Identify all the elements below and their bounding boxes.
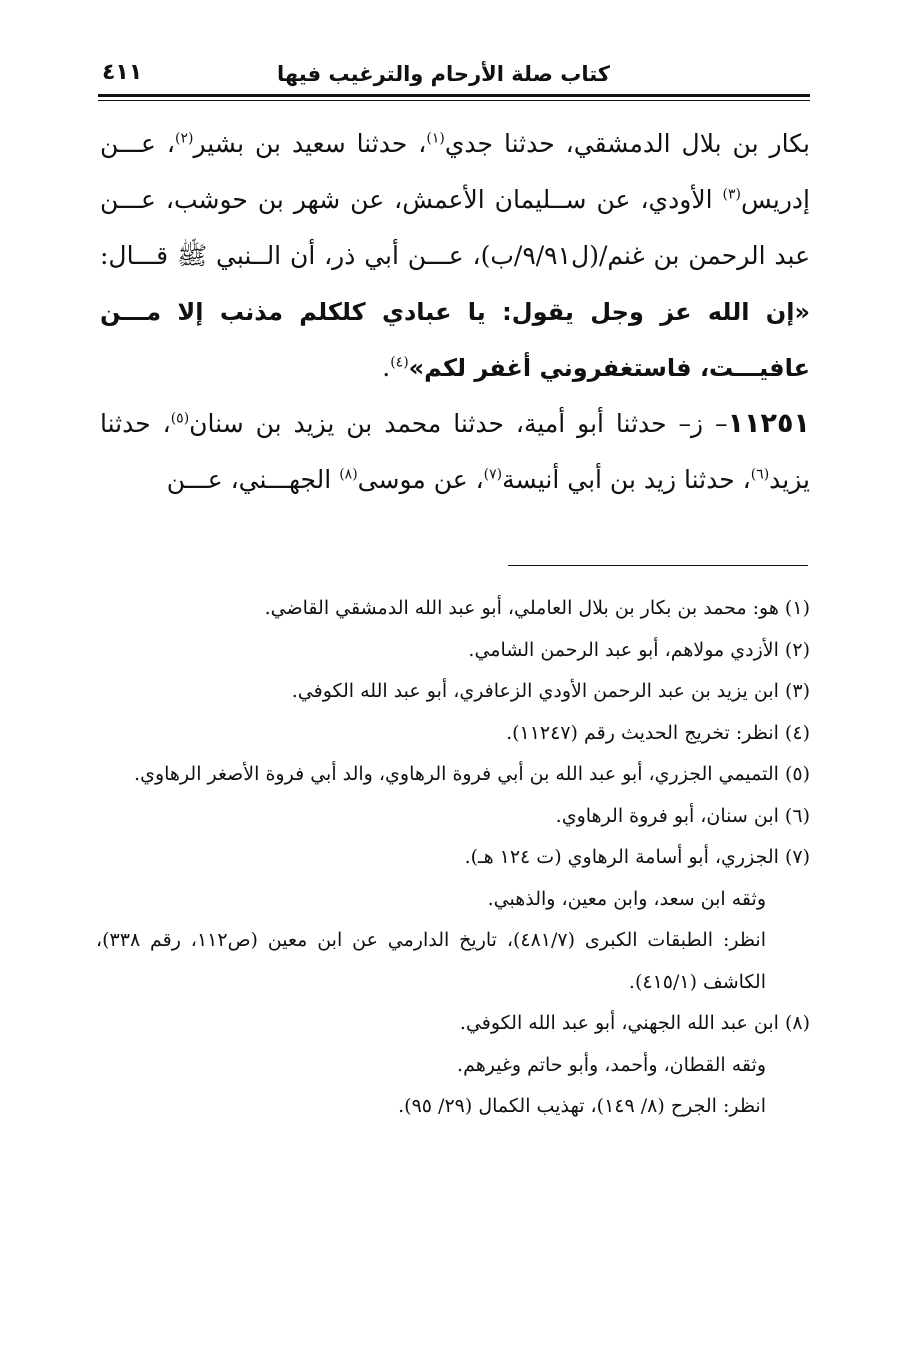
footnote-8-reliability: وثقه القطان، وأحمد، وأبو حاتم وغيرهم. bbox=[457, 1053, 766, 1076]
footnote-ref: (١) bbox=[426, 130, 445, 147]
paragraph-hadith-11251: ١١٢٥١– ز– حدثنا أبو أمية، حدثنا محمد بن يزيد بن سنان$^{(٥)}$، حدثنا يزيد$^{(٦)}$، حدثنا زيد بن أبي أنيسة$^{(٧)}$، عن موسى$^{(٨)}$ الجهـــني، عـــن bbox=[100, 408, 810, 494]
footnote-6: (٦) ابن سنان، أبو فروة الرهاوي. bbox=[555, 804, 810, 827]
footnote-ref: (٤) bbox=[390, 354, 409, 371]
running-header-title: كتاب صلة الأرحام والترغيب فيها bbox=[277, 62, 610, 86]
running-header bbox=[98, 62, 810, 98]
footnote-8: (٨) ابن عبد الله الجهني، أبو عبد الله الكوفي. bbox=[459, 1012, 810, 1034]
footnote-7-reliability: وثقه ابن سعد، وابن معين، والذهبي. bbox=[487, 887, 766, 910]
footnote-8-sources: انظر: الجرح (٨/ ١٤٩)، تهذيب الكمال (٢٩/ ٩٥). bbox=[398, 1095, 766, 1117]
footnote-5: (٥) التميمي الجزري، أبو عبد الله بن أبي فروة الرهاوي، والد أبي فروة الأصغر الرهاوي. bbox=[134, 763, 810, 785]
hadith-text: «إن الله عز وجل يقول: يا عبادي كلكلم مذنب إلا مـــن عافيـــت، فاستغفروني أغفر لكم» bbox=[100, 298, 810, 382]
paragraph-hadith-11250-continued: بكار بن بلال الدمشقي، حدثنا جدي$^{(١)}$، حدثنا سعيد بن بشير$^{(٢)}$، عـــن إدريس$^{(٣)}$ الأودي، عن ســليمان الأعمش، عن شهر بن حوشب، عـــن عبد الرحمن بن غنم/(ل٩/٩١/ب)، عـــن أبي ذر، أن الــنبي ﷺ قـــال: «إن الله عز وجل يقول: يا عبادي كلكلم مذنب إلا مـــن عافيـــت، فاستغفروني أغفر لكم»$^{(٤)}$. bbox=[100, 129, 810, 382]
footnote-ref: (٦) bbox=[750, 466, 770, 483]
header-rule bbox=[98, 94, 810, 97]
footnote-4: (٤) انظر: تخريج الحديث رقم (١١٢٤٧). bbox=[506, 721, 810, 744]
footnote-7-sources: انظر: الطبقات الكبرى (٤٨١/٧)، تاريخ الدارمي عن ابن معين (ص١١٢، رقم ٣٣٨)، الكاشف (٤١٥/١). bbox=[96, 929, 766, 993]
footnote-2: (٢) الأزدي مولاهم، أبو عبد الرحمن الشامي. bbox=[468, 638, 810, 661]
hadith-number: ١١٢٥١ bbox=[727, 408, 810, 439]
footnote-3: (٣) ابن يزيد بن عبد الرحمن الأودي الزعافري، أبو عبد الله الكوفي. bbox=[291, 680, 810, 702]
footnote-ref: (٨) bbox=[339, 466, 358, 483]
footnote-separator bbox=[508, 565, 808, 566]
footnote-ref: (٢) bbox=[174, 130, 194, 147]
header-rule-thin bbox=[98, 100, 810, 101]
footnote-7: (٧) الجزري، أبو أسامة الرهاوي (ت ١٢٤ هـ). bbox=[464, 846, 810, 868]
page-number: ٤١١ bbox=[102, 60, 143, 85]
footnote-ref: (٧) bbox=[483, 466, 503, 483]
footnote-ref: (٣) bbox=[722, 186, 742, 203]
footnotes bbox=[96, 588, 810, 1128]
footnote-ref: (٥) bbox=[170, 410, 190, 427]
main-text bbox=[100, 116, 810, 508]
footnote-1: (١) هو: محمد بن بكار بن بلال العاملي، أبو عبد الله الدمشقي القاضي. bbox=[264, 597, 810, 619]
